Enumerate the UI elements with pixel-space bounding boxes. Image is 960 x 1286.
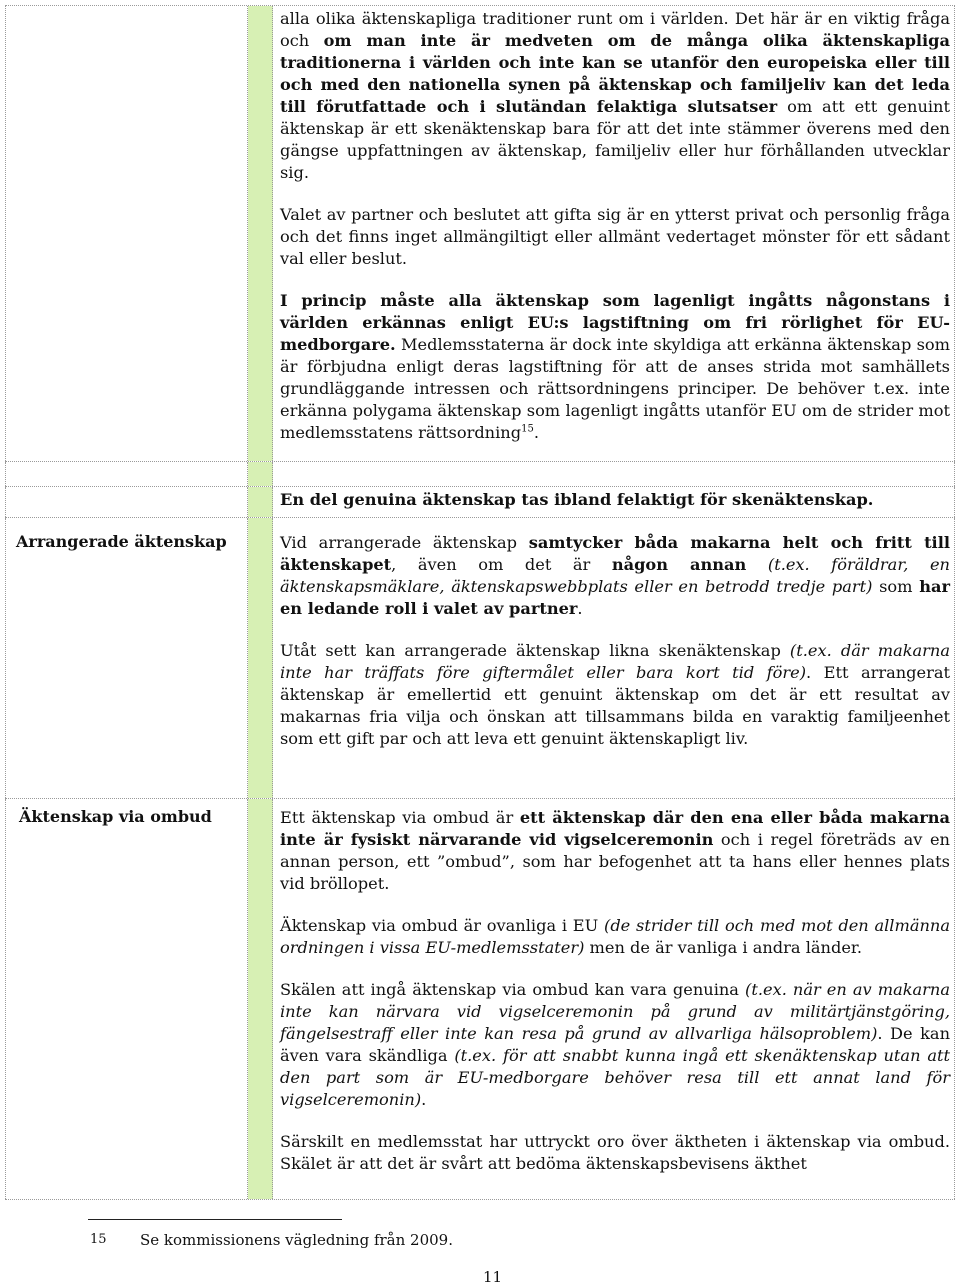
- paragraph: [280, 489, 950, 511]
- text-run: . Ett arrangerat äktenskap är emellertid ett genuint äktenskap om det är ett resultat av makarnas fria vilja och önskan att tillsammans bilda en varaktig familjeenhet som ett gift par och att leva ett genuint äktenskapligt liv.: [280, 663, 950, 748]
- text-run: och i regel företräds av en annan person, ett ”ombud”, som har befogenhet att ta hans eller hennes plats vid bröllopet.: [280, 830, 950, 893]
- green-marker-column: [248, 487, 273, 517]
- bold-run: samtycker båda makarna helt och fritt till äktenskapet: [280, 533, 950, 574]
- row-text-cell: [273, 462, 955, 486]
- paragraph: [280, 915, 950, 959]
- text-run: Valet av partner och beslutet att gifta sig är en ytterst privat och personlig fråga och det finns inget allmängiltigt eller allmänt vedertaget mönster för ett sådant val eller beslut.: [280, 205, 950, 268]
- text-run: Vid arrangerade äktenskap: [280, 533, 529, 552]
- paragraph: [280, 8, 950, 184]
- row-label-cell: [5, 799, 248, 1199]
- text-run: som: [872, 577, 920, 596]
- text-run: .: [577, 599, 583, 618]
- green-marker-column: [248, 6, 273, 461]
- paragraph: [280, 204, 950, 270]
- text-run: .: [421, 1090, 427, 1109]
- text-run: men de är vanliga i andra länder.: [584, 938, 863, 957]
- bold-run: någon annan: [611, 555, 747, 574]
- paragraph: [280, 1131, 950, 1175]
- italic-run: (t.ex. där makarna inte har träffats före giftermålet eller bara kort tid före): [280, 641, 950, 682]
- row-text-cell: [273, 487, 955, 517]
- row-text-cell: [273, 6, 955, 461]
- italic-run: (de strider till och med mot den allmänna ordningen i vissa EU-medlemsstater): [280, 916, 950, 957]
- row-heading: Arrangerade äktenskap: [16, 532, 227, 551]
- table-row: [5, 799, 955, 1200]
- bold-run: En del genuina äktenskap tas ibland felaktigt för skenäktenskap.: [280, 490, 874, 509]
- row-text-cell: [273, 518, 955, 798]
- green-marker-column: [248, 518, 273, 798]
- paragraph: [280, 979, 950, 1111]
- table-row: [5, 487, 955, 518]
- row-label-cell: [5, 487, 248, 517]
- text-run: .: [533, 423, 539, 442]
- text-run: . De kan även vara skändliga: [280, 1024, 950, 1065]
- text-run: Särskilt en medlemsstat har uttryckt oro över äktheten i äktenskap via ombud. Skälet är att det är svårt att bedöma äktenskapsbevisens äkthet: [280, 1132, 950, 1173]
- table-row: [5, 5, 955, 462]
- bold-run: I princip måste alla äktenskap som lagenligt ingåtts någonstans i världen erkännas enligt EU:s lagstiftning om fri rörlighet för EU-medborgare.: [280, 291, 950, 354]
- text-run: Skälen att ingå äktenskap via ombud kan vara genuina: [280, 980, 746, 999]
- text-run: Ett äktenskap via ombud är: [280, 808, 520, 827]
- paragraph: [280, 290, 950, 444]
- footnote-ref: 15: [521, 423, 534, 435]
- table-row: [5, 462, 955, 487]
- italic-run: (t.ex. föräldrar, en äktenskapsmäklare, äktenskapswebbplats eller en betrodd tredje part): [280, 555, 950, 596]
- content-table: [5, 5, 955, 1200]
- row-label-cell: [5, 462, 248, 486]
- row-heading: Äktenskap via ombud: [19, 807, 212, 826]
- paragraph: [280, 640, 950, 750]
- row-label-cell: [5, 518, 248, 798]
- bold-run: har en ledande roll i valet av partner: [280, 577, 950, 618]
- footnote-text: Se kommissionens vägledning från 2009.: [140, 1231, 453, 1249]
- footnote-separator: [88, 1219, 342, 1220]
- row-text-cell: [273, 799, 955, 1199]
- paragraph: [280, 807, 950, 895]
- italic-run: (t.ex. när en av makarna inte kan närvara vid vigselceremonin på grund av militärtjänstgöring, fängelsestraff eller inte kan resa på grund av allvarliga hälsoproblem): [280, 980, 950, 1043]
- paragraph: [280, 532, 950, 620]
- text-run: Utåt sett kan arrangerade äktenskap likna skenäktenskap: [280, 641, 790, 660]
- row-label-cell: [5, 6, 248, 461]
- text-run: Medlemsstaterna är dock inte skyldiga att erkänna äktenskap som är förbjudna enligt deras lagstiftning för att de anses strida mot samhällets grundläggande intressen och rättsordningens principer. De behöver t.ex. inte erkänna polygama äktenskap som lagenligt ingåtts utanför EU om de strider mot medlemsstatens rättsordning: [280, 335, 950, 442]
- footnote-number: 15: [90, 1232, 107, 1247]
- text-run: om att ett genuint äktenskap är ett skenäktenskap bara för att det inte stämmer överens med den gängse uppfattningen av äktenskap, familjeliv eller hur förhållanden utvecklar sig.: [280, 97, 950, 182]
- page-number: 11: [483, 1268, 503, 1286]
- italic-run: (t.ex. för att snabbt kunna ingå ett skenäktenskap utan att den part som är EU-medborgare behöver resa till ett annat land för vigselceremonin): [280, 1046, 950, 1109]
- text-run: , även om det är: [391, 555, 612, 574]
- bold-run: ett äktenskap där den ena eller båda makarna inte är fysiskt närvarande vid vigselceremonin: [280, 808, 951, 849]
- text-run: Äktenskap via ombud är ovanliga i EU: [280, 916, 604, 935]
- bold-run: om man inte är medveten om de många olika äktenskapliga traditionerna i världen och inte kan se utanför den europeiska eller till och med den nationella synen på äktenskap och familjeliv kan det leda till förutfattade och i slutändan felaktiga slutsatser: [280, 31, 950, 116]
- table-row: [5, 518, 955, 799]
- text-run: alla olika äktenskapliga traditioner runt om i världen. Det här är en viktig fråga och: [280, 9, 950, 50]
- green-marker-column: [248, 462, 273, 486]
- green-marker-column: [248, 799, 273, 1199]
